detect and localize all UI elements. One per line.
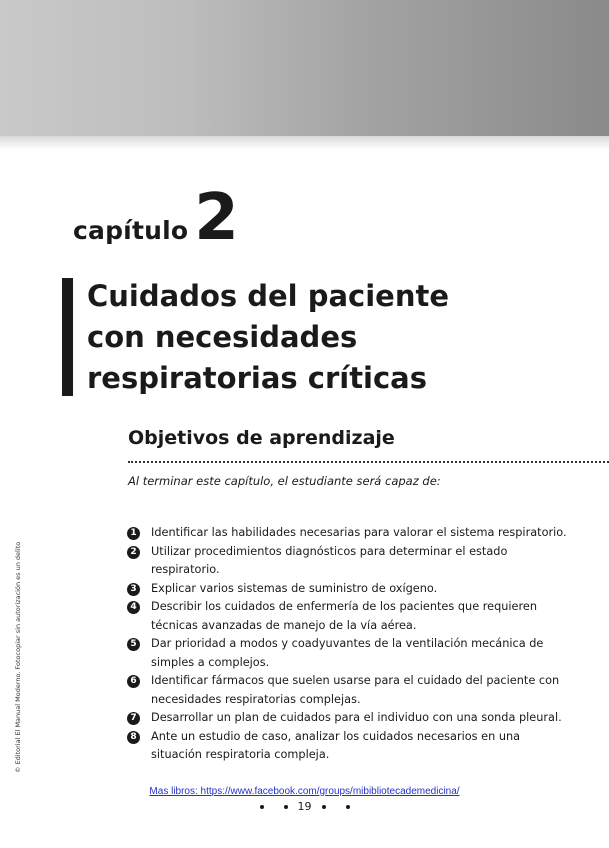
objective-item: [127, 580, 567, 599]
objective-item: [127, 635, 567, 672]
objective-item: [127, 672, 567, 709]
objective-item: [127, 709, 567, 728]
objective-item: [127, 543, 567, 580]
footer-dot: [322, 805, 326, 809]
number-badge: 2: [127, 546, 140, 559]
chapter-title-line: Cuidados del paciente: [87, 279, 450, 313]
chapter-title: [87, 276, 587, 399]
number-badge: 3: [127, 583, 140, 596]
number-badge: 8: [127, 731, 140, 744]
title-accent-bar: [62, 278, 73, 396]
objectives-intro: Al terminar este capítulo, el estudiante será capaz de:: [128, 474, 441, 488]
objective-text: Explicar varios sistemas de suministro de oxígeno.: [151, 581, 438, 595]
objective-text: Utilizar procedimientos diagnósticos para determinar el estado respiratorio.: [151, 544, 508, 576]
chapter-number: 2: [194, 181, 239, 255]
chapter-title-line: respiratorias críticas: [87, 361, 428, 395]
objectives-list: [127, 524, 567, 765]
objective-item: [127, 524, 567, 543]
objective-item: [127, 728, 567, 765]
number-badge: 1: [127, 527, 140, 540]
footer-dot: [284, 805, 288, 809]
copyright-side-note: © Editorial El Manual Moderno. Fotocopiar sin autorización es un delito: [14, 541, 22, 773]
page-number: 19: [297, 800, 312, 813]
objective-text: Dar prioridad a modos y coadyuvantes de la ventilación mecánica de simples a complejos.: [151, 637, 544, 669]
objective-text: Identificar las habilidades necesarias para valorar el sistema respiratorio.: [151, 526, 567, 539]
page-number-row: [0, 800, 609, 813]
header-band: [0, 0, 609, 138]
footer-dot: [346, 805, 350, 809]
number-badge: 7: [127, 712, 140, 725]
footer-link[interactable]: Mas libros: https://www.facebook.com/groups/mibibliotecademedicina/: [149, 786, 460, 797]
objective-text: Identificar fármacos que suelen usarse para el cuidado del paciente con necesidades respiratorias complejas.: [151, 674, 560, 706]
number-badge: 5: [127, 638, 140, 651]
objective-text: Describir los cuidados de enfermería de los pacientes que requieren técnicas avanzadas de manejo de la vía aérea.: [151, 600, 538, 632]
objective-text: Ante un estudio de caso, analizar los cuidados necesarios en una situación respiratoria compleja.: [151, 729, 521, 761]
objective-item: [127, 598, 567, 635]
number-badge: 4: [127, 601, 140, 614]
footer-dot: [260, 805, 264, 809]
objective-text: Desarrollar un plan de cuidados para el individuo con una sonda pleural.: [151, 711, 562, 724]
number-badge: 6: [127, 675, 140, 688]
objectives-heading: Objetivos de aprendizaje: [128, 427, 395, 449]
dotted-divider: [128, 461, 609, 463]
chapter-title-line: con necesidades: [87, 320, 358, 354]
chapter-heading: [73, 181, 239, 256]
chapter-label: capítulo: [73, 216, 189, 245]
header-shadow: [0, 136, 609, 150]
